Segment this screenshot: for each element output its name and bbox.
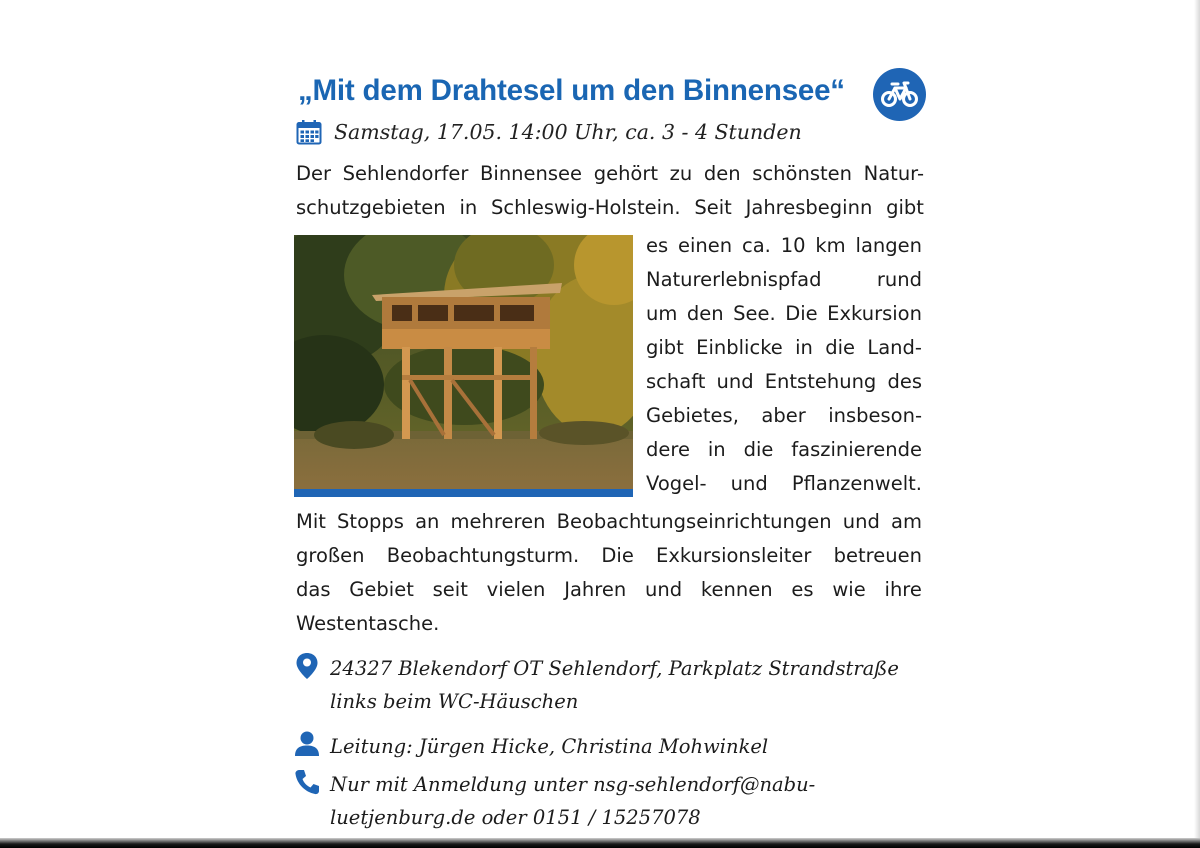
- contact-line: Nur mit Anmeldung unter nsg-sehlendorf@nabu-: [330, 773, 816, 796]
- map-pin-icon: [294, 652, 320, 680]
- text-line: schaft und Entstehung des: [646, 370, 922, 393]
- bicycle-badge: [873, 68, 926, 121]
- text-line: schutzgebieten in Schleswig-Holstein. Seit Jahresbeginn gibt: [296, 196, 924, 219]
- text-line: es einen ca. 10 km langen: [646, 234, 922, 257]
- text-line: Gebietes, aber insbeson-: [646, 404, 922, 427]
- phone-icon: [294, 768, 320, 796]
- text-line: dere in die faszinierende: [646, 438, 922, 461]
- observation-tower-photo: [294, 235, 633, 496]
- photo-caption-bar: [294, 489, 633, 497]
- text-line: Vogel- und Pflanzenwelt.: [646, 472, 922, 495]
- contact-info: [294, 768, 815, 834]
- leader-info: [294, 730, 768, 763]
- location-line: 24327 Blekendorf OT Sehlendorf, Parkplatz Strandstraße: [330, 657, 899, 680]
- person-icon: [294, 730, 320, 758]
- event-title: „Mit dem Drahtesel um den Binnensee“: [298, 74, 845, 107]
- date-text: Samstag, 17.05. 14:00 Uhr, ca. 3 - 4 Stunden: [334, 120, 802, 144]
- event-date: [296, 116, 802, 148]
- text-line: Naturerlebnispfad rund: [646, 268, 922, 291]
- description-beside-photo: [646, 229, 922, 501]
- text-line: Der Sehlendorfer Binnensee gehört zu den schönsten Natur-: [296, 162, 924, 185]
- leader-text: Leitung: Jürgen Hicke, Christina Mohwinkel: [330, 735, 769, 758]
- text-line: Mit Stopps an mehreren Beobachtungseinrichtungen und am: [296, 510, 922, 533]
- bicycle-icon: [881, 79, 918, 110]
- description-top: [296, 157, 924, 225]
- contact-line: luetjenburg.de oder 0151 / 15257078: [330, 806, 701, 829]
- scan-edge-right: [1194, 0, 1200, 848]
- text-line: das Gebiet seit vielen Jahren und kennen es wie ihre: [296, 578, 922, 601]
- text-line: großen Beobachtungsturm. Die Exkursionsleiter betreuen: [296, 544, 922, 567]
- description-bottom: [296, 505, 922, 641]
- location-line: links beim WC-Häuschen: [330, 690, 579, 713]
- text-line: Westentasche.: [296, 612, 440, 635]
- calendar-icon: [296, 119, 322, 145]
- scan-edge-bottom: [0, 838, 1200, 848]
- text-line: gibt Einblicke in die Land-: [646, 336, 922, 359]
- location-info: [294, 652, 899, 718]
- text-line: um den See. Die Exkursion: [646, 302, 922, 325]
